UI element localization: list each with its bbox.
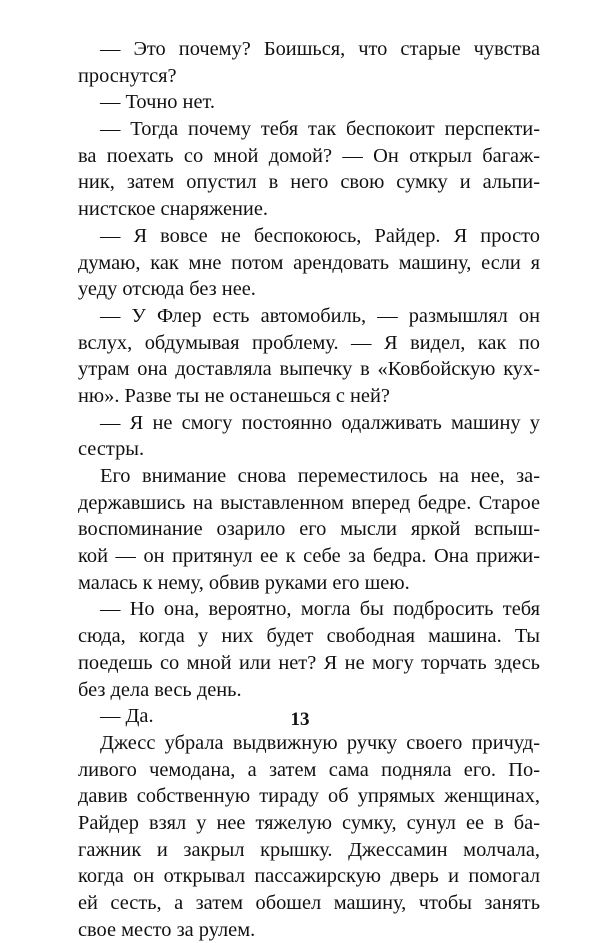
text-line: — Я вовсе не беспокоюсь, Райдер. Я просто	[100, 224, 540, 247]
text-line: воспоминание озарило его мысли яркой вспыш-	[78, 518, 540, 541]
text-line: Джесс убрала выдвижную ручку своего причуд-	[100, 731, 540, 754]
text-line: — Это почему? Боишься, что старые чувства	[100, 38, 540, 60]
page-number: 13	[290, 709, 310, 730]
text-line: ей сесть, а затем обошел машину, чтобы занять	[78, 892, 540, 914]
text-line: гажник и закрыл крышку. Джессамин молчала,	[78, 838, 540, 861]
text-line: свое место за рулем.	[78, 918, 256, 941]
text-line: проснутся?	[78, 64, 177, 87]
text-line: уеду отсюда без нее.	[78, 278, 256, 301]
text-line: малась к нему, обвив руками его шею.	[78, 571, 410, 594]
text-line: ник, затем опустил в него свою сумку и альпи-	[78, 171, 540, 194]
text-line: ню». Разве ты не останешься с ней?	[78, 384, 390, 407]
text-line: державшись на выставленном вперед бедре. Старое	[78, 491, 540, 514]
text-line: — Тогда почему тебя так беспокоит перспекти-	[100, 118, 540, 141]
text-line: — Точно нет.	[100, 91, 215, 114]
text-line: без дела весь день.	[78, 678, 242, 701]
text-line: ва поехать со мной домой? — Он открыл багаж-	[78, 144, 540, 167]
page-body	[78, 36, 540, 943]
text-line: сюда, когда у них будет свободная машина. Ты	[78, 625, 540, 648]
text-line: думаю, как мне потом арендовать машину, если я	[78, 251, 540, 274]
text-line: утрам она доставляла выпечку в «Ковбойскую кух-	[78, 358, 540, 381]
text-line: — Да.	[100, 705, 154, 728]
text-line: давив собственную тираду об упрямых женщинах,	[78, 785, 540, 808]
text-line: нистское снаряжение.	[78, 198, 268, 221]
text-line: ливого чемодана, а затем сама подняла его. По-	[78, 758, 540, 781]
text-line: Его внимание снова переместилось на нее, за-	[100, 465, 540, 487]
text-line: поедешь со мной или нет? Я не могу торчать здесь	[78, 651, 540, 674]
text-line: — У Флер есть автомобиль, — размышлял он	[100, 304, 540, 327]
text-line: вслух, обдумывая проблему. — Я видел, как по	[78, 331, 540, 354]
text-line: Райдер взял у нее тяжелую сумку, сунул ее в ба-	[78, 811, 540, 834]
text-line: сестры.	[78, 438, 145, 461]
text-line: — Я не смогу постоянно одалживать машину у	[100, 411, 540, 434]
text-line: когда он открывал пассажирскую дверь и помогал	[78, 865, 540, 888]
text-line: кой — он притянул ее к себе за бедра. Она прижи-	[78, 545, 540, 568]
text-line: — Но она, вероятно, могла бы подбросить тебя	[100, 598, 540, 621]
